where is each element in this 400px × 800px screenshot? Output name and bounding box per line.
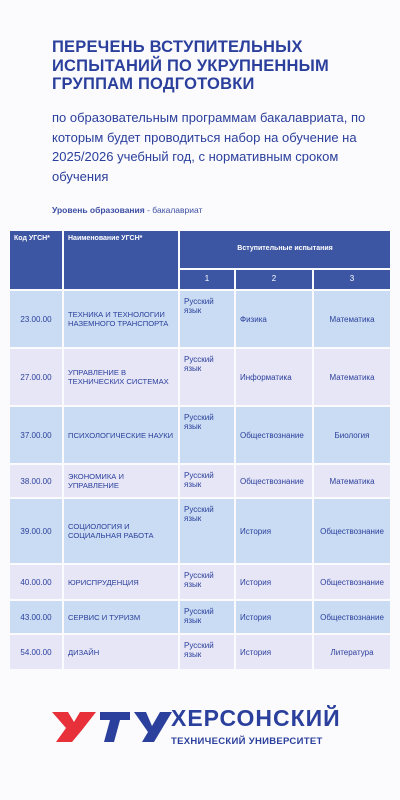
row-name: СЕРВИС И ТУРИЗМ	[64, 601, 178, 633]
row-exam-2: История	[236, 635, 312, 669]
row-exam-1: Русский язык	[180, 291, 234, 347]
header-exam-2: 2	[236, 270, 312, 289]
education-level	[52, 205, 202, 215]
row-code: 37.00.00	[10, 407, 62, 463]
row-name: ПСИХОЛОГИЧЕСКИЕ НАУКИ	[64, 407, 178, 463]
row-exam-1: Русский язык	[180, 465, 234, 497]
row-exam-2: История	[236, 499, 312, 563]
row-exam-1: Русский язык	[180, 635, 234, 669]
table-row	[10, 291, 390, 347]
row-exam-1: Русский язык	[180, 499, 234, 563]
header-exam-1: 1	[180, 270, 234, 289]
row-exam-3: Обществознание	[314, 601, 390, 633]
row-name: УПРАВЛЕНИЕ В ТЕХНИЧЕСКИХ СИСТЕМАХ	[64, 349, 178, 405]
row-exam-1: Русский язык	[180, 349, 234, 405]
row-exam-2: Обществознание	[236, 465, 312, 497]
logo-mark	[52, 712, 172, 742]
row-exam-3: Математика	[314, 291, 390, 347]
page-subtitle: по образовательным программам бакалавриата, по которым будет проводиться набор на обучение на 2025/2026 учебный год, с нормативным сроком обучения	[52, 110, 366, 184]
page-title: ПЕРЕЧЕНЬ ВСТУПИТЕЛЬНЫХ ИСПЫТАНИЙ ПО УКРУПНЕННЫМ ГРУППАМ ПОДГОТОВКИ	[52, 38, 329, 93]
row-code: 43.00.00	[10, 601, 62, 633]
table-row	[10, 499, 390, 563]
row-code: 54.00.00	[10, 635, 62, 669]
table-row	[10, 349, 390, 405]
row-exam-3: Математика	[314, 465, 390, 497]
row-exam-1: Русский язык	[180, 565, 234, 599]
row-exam-2: Физика	[236, 291, 312, 347]
row-exam-2: История	[236, 565, 312, 599]
logo-name-line1: ХЕРСОНСКИЙ	[171, 705, 341, 731]
row-exam-1: Русский язык	[180, 407, 234, 463]
header-name: Наименование УГСН*	[64, 231, 178, 289]
row-exam-3: Обществознание	[314, 565, 390, 599]
row-exam-3: Литература	[314, 635, 390, 669]
header-exams: Вступительные испытания	[180, 231, 390, 268]
row-exam-3: Обществознание	[314, 499, 390, 563]
row-exam-2: Информатика	[236, 349, 312, 405]
row-name: ТЕХНИКА И ТЕХНОЛОГИИ НАЗЕМНОГО ТРАНСПОРТА	[64, 291, 178, 347]
table-row	[10, 407, 390, 463]
row-name: ДИЗАЙН	[64, 635, 178, 669]
header-exam-3: 3	[314, 270, 390, 289]
row-name: ЭКОНОМИКА И УПРАВЛЕНИЕ	[64, 465, 178, 497]
row-code: 38.00.00	[10, 465, 62, 497]
table-row	[10, 465, 390, 497]
row-exam-3: Биология	[314, 407, 390, 463]
table-row	[10, 565, 390, 599]
row-code: 39.00.00	[10, 499, 62, 563]
row-exam-2: Обществознание	[236, 407, 312, 463]
education-level-label: Уровень образования	[52, 205, 145, 215]
exams-table	[8, 229, 392, 671]
education-level-value: - бакалавриат	[144, 205, 203, 215]
logo-name-line2: ТЕХНИЧЕСКИЙ УНИВЕРСИТЕТ	[171, 736, 323, 747]
row-code: 23.00.00	[10, 291, 62, 347]
row-code: 27.00.00	[10, 349, 62, 405]
header-code: Код УГСН*	[10, 231, 62, 289]
row-name: ЮРИСПРУДЕНЦИЯ	[64, 565, 178, 599]
row-exam-2: История	[236, 601, 312, 633]
row-exam-3: Математика	[314, 349, 390, 405]
row-code: 40.00.00	[10, 565, 62, 599]
table-row	[10, 601, 390, 633]
row-name: СОЦИОЛОГИЯ И СОЦИАЛЬНАЯ РАБОТА	[64, 499, 178, 563]
row-exam-1: Русский язык	[180, 601, 234, 633]
table-row	[10, 635, 390, 669]
